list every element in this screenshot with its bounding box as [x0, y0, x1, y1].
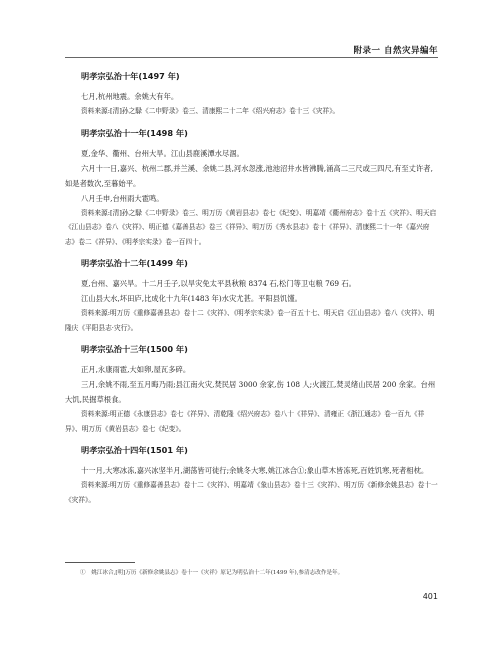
entry-paragraph: 八月壬申,台州雨大雹鸣。	[81, 193, 164, 203]
entry-paragraph: 夏,台州、嘉兴旱。十二月壬子,以旱灾免太平县秋粮 8374 石,松门等卫屯粮 769 石。	[81, 279, 356, 288]
entry-paragraph: 十一月,大寒冰冻,嘉兴冰坚半月,湖荡皆可徒行;余姚冬大寒,姚江冰合①;象山草木皆冻死,百姓饥寒,死者相枕。	[81, 466, 429, 475]
source-note: 资料来源:[清]孙之騄《二申野录》卷三、清康熙二十二年《绍兴府志》卷十三《灾祥》。	[81, 107, 340, 115]
section-title: 明孝宗弘治十年(1497 年)	[81, 71, 180, 81]
section-title: 明孝宗弘治十二年(1499 年)	[81, 258, 188, 268]
section-1500	[65, 344, 438, 436]
header-rule	[65, 57, 438, 58]
section-title: 明孝宗弘治十一年(1498 年)	[81, 127, 188, 138]
page-number: 401	[422, 592, 438, 601]
entry-paragraph: 江山县大水,坏田庐,比成化十九年(1483 年)水灾尤甚。平阳县饥馑。	[81, 294, 302, 303]
running-header: 附录一 自然灾异编年	[353, 46, 438, 56]
entry-paragraph: 六月十一日,嘉兴、杭州二郡,并兰溪、余姚二县,河水忽涨,池池沼井水皆沸腾,涌高二三尺或三四尺,有至丈许者,如是者数次,至暮始平。	[65, 163, 433, 188]
footnote-rule	[65, 562, 135, 563]
source-note: 资料来源:明万历《重修嘉善县志》卷十二《灾祥》、《明孝宗实录》卷一百五十七、明天启《江山县志》卷八《灾祥》、明隆庆《平阳县志·灾行》。	[65, 309, 435, 332]
section-1501	[65, 445, 438, 507]
section-title: 明孝宗弘治十三年(1500 年)	[81, 344, 188, 354]
page-body	[65, 71, 438, 507]
section-1499	[65, 258, 438, 335]
section-1497	[65, 71, 438, 119]
source-note: 资料来源:明正德《永康县志》卷七《祥异》、清乾隆《绍兴府志》卷八十《祥异》、清雍正《浙江通志》卷一百九《祥异》、明万历《黄岩县志》卷七《纪变》。	[65, 410, 425, 433]
section-1498	[65, 128, 438, 250]
entry-paragraph: 夏,金华、衢州、台州大旱。江山县鹿溪潭水尽涸。	[81, 148, 244, 158]
entry-paragraph: 七月,杭州地震。余姚大有年。	[81, 92, 179, 101]
footnote: ① 姚江冰合,[明]万历《新修余姚县志》卷十一《灾祥》原记为明弘治十二年(1499 年),参清志改作是年。	[80, 570, 344, 576]
section-title: 明孝宗弘治十四年(1501 年)	[81, 445, 188, 455]
entry-paragraph: 正月,永康雨雹,大如卵,屋瓦多碎。	[81, 365, 191, 374]
source-note: 资料来源:明万历《重修嘉善县志》卷十二《灾祥》、明嘉靖《象山县志》卷十三《灾祥》、明万历《新修余姚县志》卷十一《灾祥》。	[65, 481, 438, 504]
source-note: 资料来源:[清]孙之騄《二申野录》卷三、明万历《黄岩县志》卷七《纪变》、明嘉靖《衢州府志》卷十五《灾祥》、明天启《江山县志》卷八《灾祥》、明正德《嘉善县志》卷三《祥异》、明万历《秀水县志》卷十《祥异》、清康熙二十一年《嘉兴府志》卷二《祥异》、《明孝宗实录》卷一百四十。	[65, 208, 437, 246]
entry-paragraph: 三月,余姚不雨,至五月晦乃雨;县江南火灾,焚民居 3000 余家,伤 108 人;火渡江,焚灵绪山民居 200 余家。台州大饥,民掘草根食。	[65, 380, 436, 404]
